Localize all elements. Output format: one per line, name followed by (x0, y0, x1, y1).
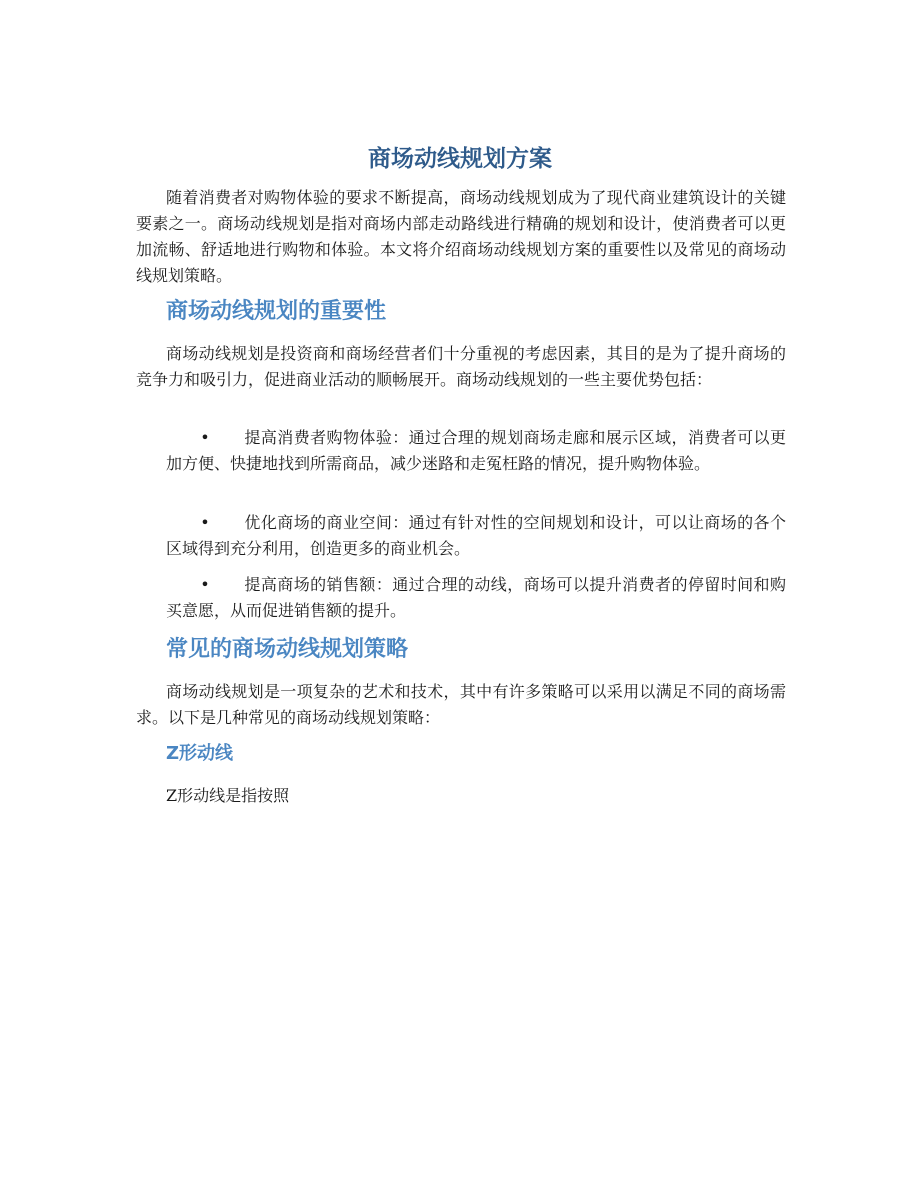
bullet-item (166, 510, 786, 562)
z-route-paragraph: Z形动线是指按照 (166, 786, 290, 805)
importance-paragraph: 商场动线规划是投资商和商场经营者们十分重视的考虑因素，其目的是为了提升商场的竞争力和吸引力，促进商业活动的顺畅展开。商场动线规划的一些主要优势包括： (136, 344, 786, 389)
bullet-item (166, 572, 786, 624)
section-heading-strategies: 常见的商场动线规划策略 (166, 637, 409, 662)
bullet-icon: • (200, 513, 210, 532)
bullet-icon: • (200, 428, 210, 447)
bullet-item (166, 425, 786, 477)
intro-paragraph: 随着消费者对购物体验的要求不断提高，商场动线规划成为了现代商业建筑设计的关键要素之一。商场动线规划是指对商场内部走动路线进行精确的规划和设计，使消费者可以更加流畅、舒适地进行购物和体验。本文将介绍商场动线规划方案的重要性以及常见的商场动线规划策略。 (136, 188, 786, 285)
strategies-paragraph: 商场动线规划是一项复杂的艺术和技术，其中有许多策略可以采用以满足不同的商场需求。以下是几种常见的商场动线规划策略： (136, 682, 786, 727)
section-heading-importance: 商场动线规划的重要性 (166, 299, 387, 324)
bullet-text: 优化商场的商业空间：通过有针对性的空间规划和设计，可以让商场的各个区域得到充分利用，创造更多的商业机会。 (166, 513, 786, 558)
document-title: 商场动线规划方案 (368, 146, 552, 172)
bullet-icon: • (200, 575, 210, 594)
subsection-heading-z-route: Z形动线 (166, 743, 234, 764)
bullet-text: 提高商场的销售额：通过合理的动线，商场可以提升消费者的停留时间和购买意愿，从而促进销售额的提升。 (166, 575, 786, 620)
bullet-text: 提高消费者购物体验：通过合理的规划商场走廊和展示区域，消费者可以更加方便、快捷地找到所需商品，减少迷路和走冤枉路的情况，提升购物体验。 (166, 428, 786, 473)
